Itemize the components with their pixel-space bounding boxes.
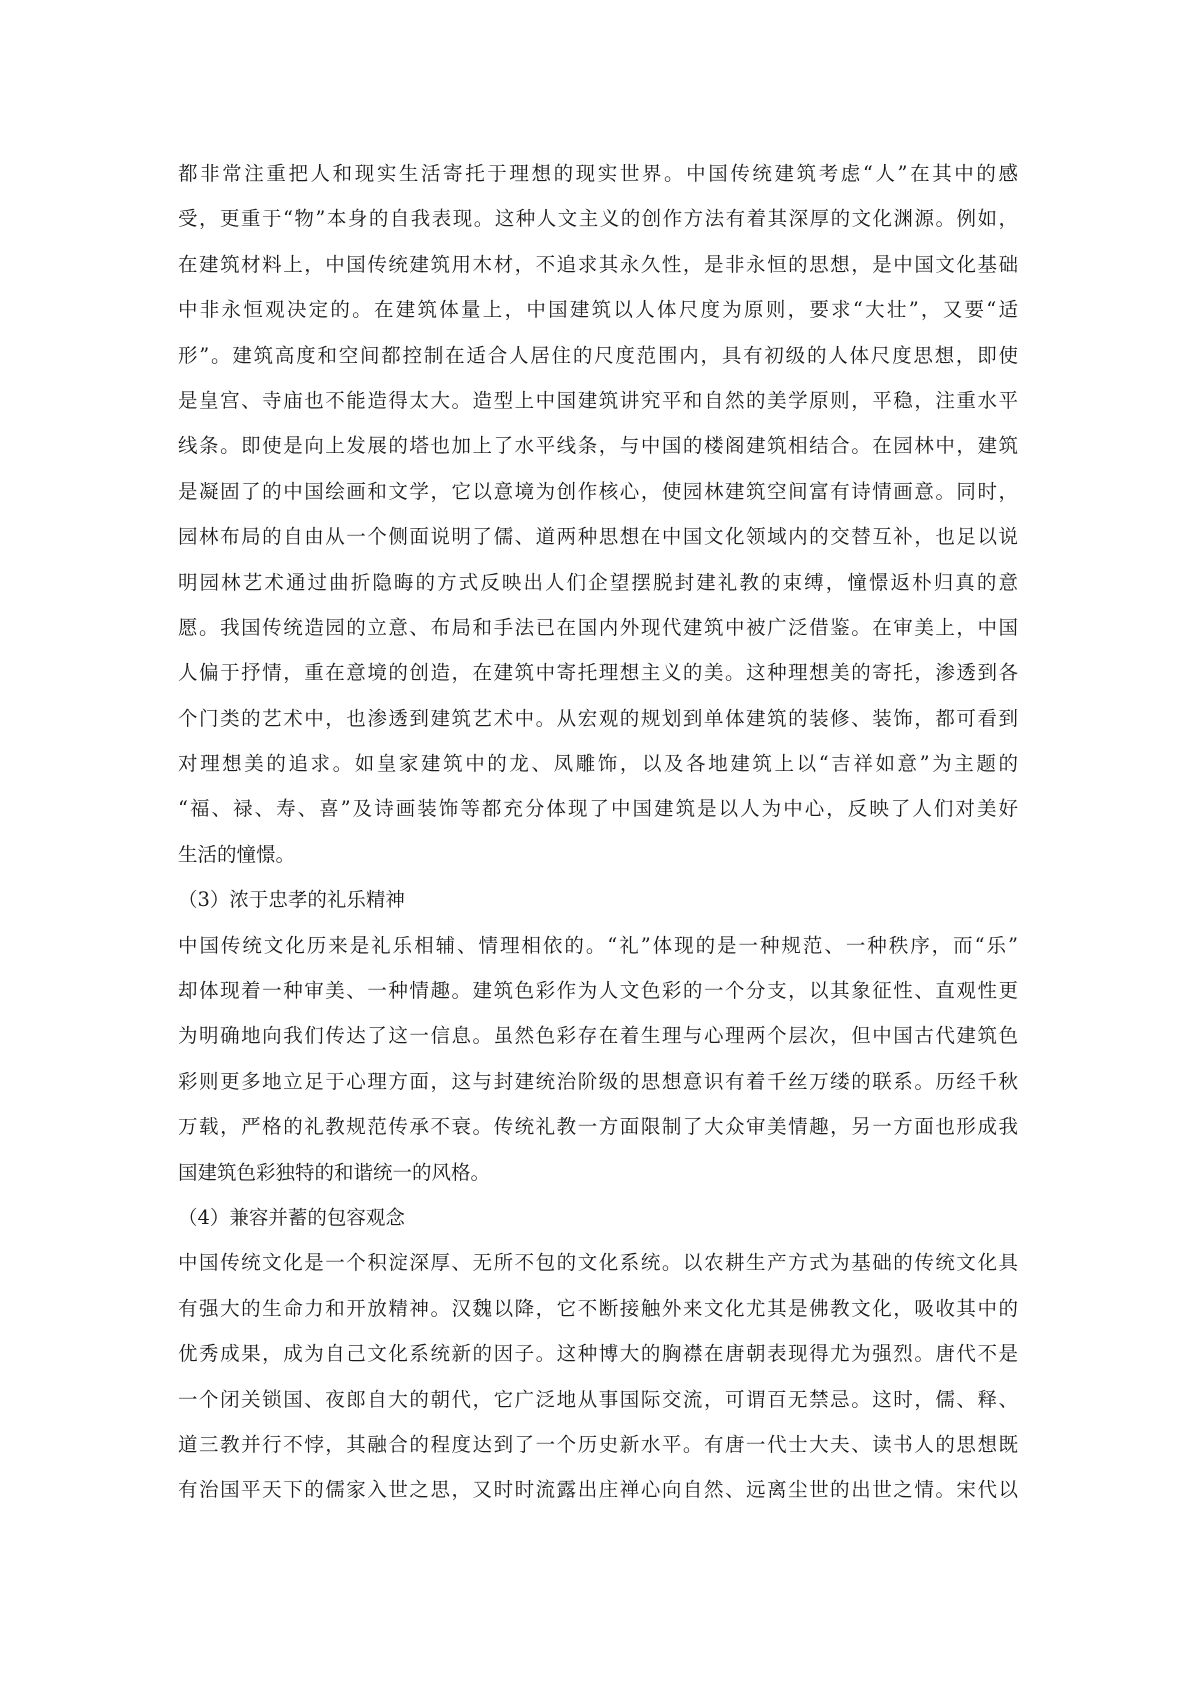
text-line: 为明确地向我们传达了这一信息。虽然色彩存在着生理与心理两个层次，但中国古代建筑色: [178, 1024, 1018, 1048]
text-line: 对理想美的追求。如皇家建筑中的龙、凤雕饰，以及各地建筑上以“吉祥如意”为主题的: [178, 752, 1018, 776]
text-line: 彩则更多地立足于心理方面，这与封建统治阶级的思想意识有着千丝万缕的联系。历经千秋: [178, 1069, 1018, 1093]
text-line: 有治国平天下的儒家入世之思，又时时流露出庄禅心向自然、远离尘世的出世之情。宋代以: [178, 1478, 1018, 1502]
text-line: “福、禄、寿、喜”及诗画装饰等都充分体现了中国建筑是以人为中心，反映了人们对美好: [178, 797, 1018, 821]
text-line: 中国传统文化是一个积淀深厚、无所不包的文化系统。以农耕生产方式为基础的传统文化具: [178, 1251, 1018, 1275]
text-line: 在建筑材料上，中国传统建筑用木材，不追求其永久性，是非永恒的思想，是中国文化基础: [178, 252, 1018, 276]
text-line: 一个闭关锁国、夜郎自大的朝代，它广泛地从事国际交流，可谓百无禁忌。这时，儒、释、: [178, 1387, 1018, 1411]
text-line: 万载，严格的礼教规范传承不衰。传统礼教一方面限制了大众审美情趣，另一方面也形成我: [178, 1115, 1018, 1139]
text-line: 是凝固了的中国绘画和文学，它以意境为创作核心，使园林建筑空间富有诗情画意。同时，: [178, 479, 1018, 503]
text-line: 受，更重于“物”本身的自我表现。这种人文主义的创作方法有着其深厚的文化渊源。例如，: [178, 207, 1018, 231]
text-line: 明园林艺术通过曲折隐晦的方式反映出人们企望摆脱封建礼教的束缚，憧憬返朴归真的意: [178, 570, 1018, 594]
text-line: 有强大的生命力和开放精神。汉魏以降，它不断接触外来文化尤其是佛教文化，吸收其中的: [178, 1296, 1018, 1320]
text-line: 都非常注重把人和现实生活寄托于理想的现实世界。中国传统建筑考虑“人”在其中的感: [178, 162, 1018, 185]
text-line: 愿。我国传统造园的立意、布局和手法已在国内外现代建筑中被广泛借鉴。在审美上，中国: [178, 615, 1018, 639]
paragraph-end-line: 生活的憧憬。: [178, 842, 296, 866]
paragraph-end-line: 国建筑色彩独特的和谐统一的风格。: [178, 1160, 491, 1184]
section-heading: （3）浓于忠孝的礼乐精神: [178, 888, 405, 912]
text-line: 形”。建筑高度和空间都控制在适合人居住的尺度范围内，具有初级的人体尺度思想，即使: [178, 343, 1018, 367]
text-line: 人偏于抒情，重在意境的创造，在建筑中寄托理想主义的美。这种理想美的寄托，渗透到各: [178, 661, 1018, 685]
text-line: 却体现着一种审美、一种情趣。建筑色彩作为人文色彩的一个分支，以其象征性、直观性更: [178, 979, 1018, 1003]
document-body: [178, 151, 1018, 1513]
text-line: 线条。即使是向上发展的塔也加上了水平线条，与中国的楼阁建筑相结合。在园林中，建筑: [178, 434, 1018, 458]
text-line: 中国传统文化历来是礼乐相辅、情理相依的。“礼”体现的是一种规范、一种秩序，而“乐”: [178, 933, 1018, 957]
text-line: 个门类的艺术中，也渗透到建筑艺术中。从宏观的规划到单体建筑的装修、装饰，都可看到: [178, 706, 1018, 730]
text-line: 中非永恒观决定的。在建筑体量上，中国建筑以人体尺度为原则，要求“大壮”，又要“适: [178, 298, 1018, 322]
text-line: 是皇宫、寺庙也不能造得太大。造型上中国建筑讲究平和自然的美学原则，平稳，注重水平: [178, 388, 1018, 412]
text-line: 优秀成果，成为自己文化系统新的因子。这种博大的胸襟在唐朝表现得尤为强烈。唐代不是: [178, 1342, 1018, 1366]
text-line: 园林布局的自由从一个侧面说明了儒、道两种思想在中国文化领域内的交替互补，也足以说: [178, 525, 1018, 549]
text-line: 道三教并行不悖，其融合的程度达到了一个历史新水平。有唐一代士大夫、读书人的思想既: [178, 1432, 1018, 1456]
section-heading: （4）兼容并蓄的包容观念: [178, 1205, 405, 1229]
